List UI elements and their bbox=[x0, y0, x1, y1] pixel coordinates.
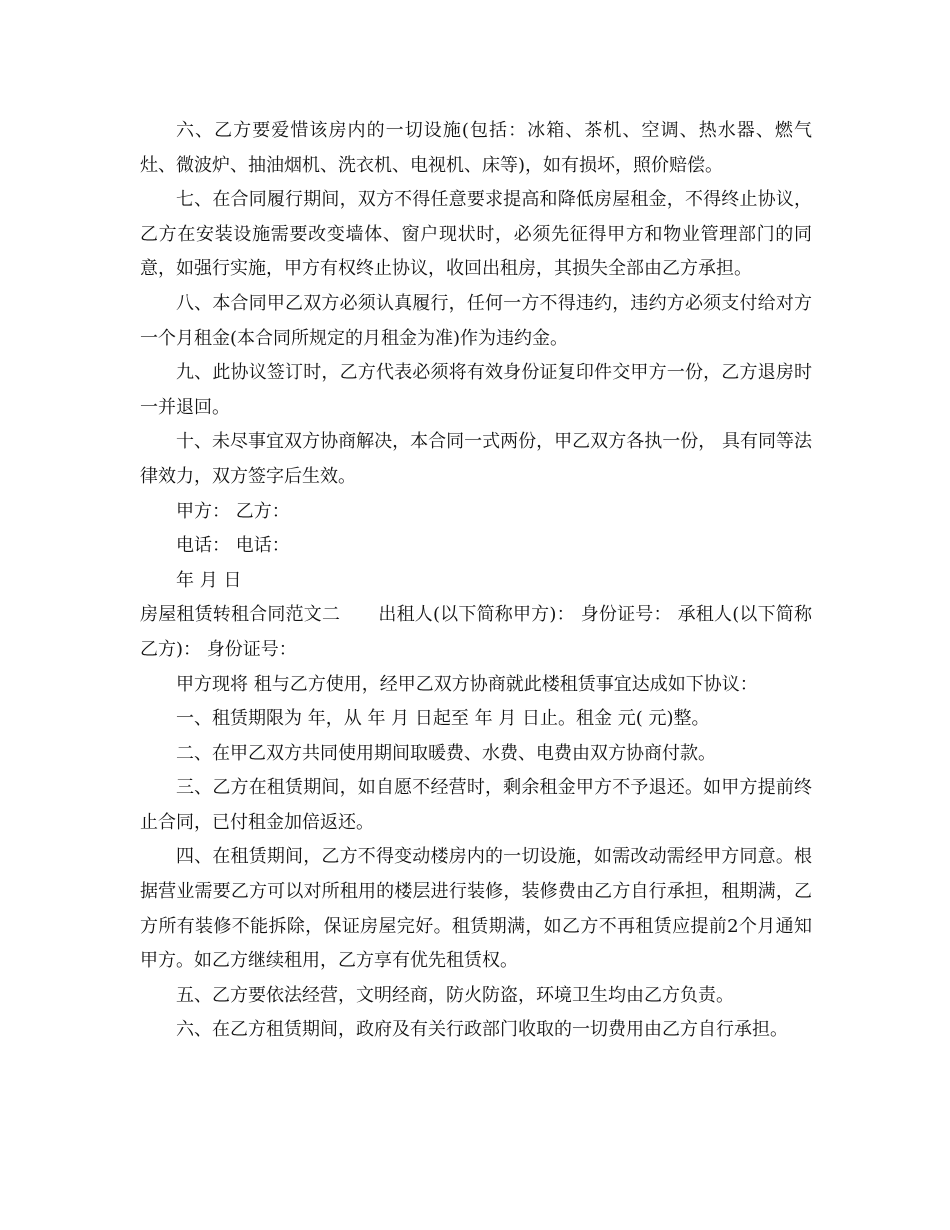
clause-8-breach: 八、本合同甲乙双方必须认真履行，任何一方不得违约，违约方必须支付给对方一个月租金(本合同所规定的月租金为准)作为违约金。 bbox=[140, 292, 812, 349]
contract2-clause-2-utilities: 二、在甲乙双方共同使用期间取暖费、水费、电费由双方协商付款。 bbox=[176, 742, 716, 764]
clause-9-id-copy: 九、此协议签订时，乙方代表必须将有效身份证复印件交甲方一份，乙方退房时一并退回。 bbox=[140, 362, 812, 418]
date-line: 年 月 日 bbox=[176, 569, 242, 591]
contract2-header bbox=[140, 598, 812, 667]
clause-6-facilities: 六、乙方要爱惜该房内的一切设施(包括：冰箱、茶机、空调、热水器、燃气灶、微波炉、抽油烟机、洗衣机、电视机、床等)，如有损坏，照价赔偿。 bbox=[140, 120, 812, 176]
contract-body bbox=[140, 114, 812, 1048]
contract2-clause-6-fees: 六、在乙方租赁期间，政府及有关行政部门收取的一切费用由乙方自行承担。 bbox=[176, 1019, 788, 1041]
contract2-clause-4-renovation: 四、在租赁期间，乙方不得变动楼房内的一切设施，如需改动需经甲方同意。根据营业需要乙方可以对所租用的楼层进行装修，装修费由乙方自行承担，租期满，乙方所有装修不能拆除，保证房屋完好。租赁期满，如乙方不再租赁应提前2个月通知甲方。如乙方继续租用，乙方享有优先租赁权。 bbox=[140, 846, 812, 972]
contract2-clause-5-operation: 五、乙方要依法经营，文明经商，防火防盗，环境卫生均由乙方负责。 bbox=[176, 984, 734, 1006]
contract2-parties: 出租人(以下简称甲方)： 身份证号： 承租人(以下简称乙方)： 身份证号： bbox=[140, 604, 812, 660]
party-signature-line: 甲方： 乙方： bbox=[176, 500, 290, 522]
clause-7-performance: 七、在合同履行期间，双方不得任意要求提高和降低房屋租金，不得终止协议，乙方在安装设施需要改变墙体、窗户现状时，必须先征得甲方和物业管理部门的同意，如强行实施，甲方有权终止协议，收回出租房，其损失全部由乙方承担。 bbox=[140, 189, 812, 280]
contract2-clause-1-term: 一、租赁期限为 年，从 年 月 日起至 年 月 日止。租金 元( 元)整。 bbox=[176, 708, 710, 730]
contract2-intro: 甲方现将 租与乙方使用，经甲乙双方协商就此楼租赁事宜达成如下协议： bbox=[176, 673, 758, 695]
clause-10-misc: 十、未尽事宜双方协商解决，本合同一式两份，甲乙双方各执一份， 具有同等法律效力，双方签字后生效。 bbox=[140, 431, 812, 487]
contract2-clause-3-refund: 三、乙方在租赁期间，如自愿不经营时，剩余租金甲方不予退还。如甲方提前终止合同，已付租金加倍返还。 bbox=[140, 777, 812, 833]
phone-line: 电话： 电话： bbox=[176, 535, 290, 557]
contract2-title: 房屋租赁转租合同范文二 bbox=[140, 604, 341, 626]
